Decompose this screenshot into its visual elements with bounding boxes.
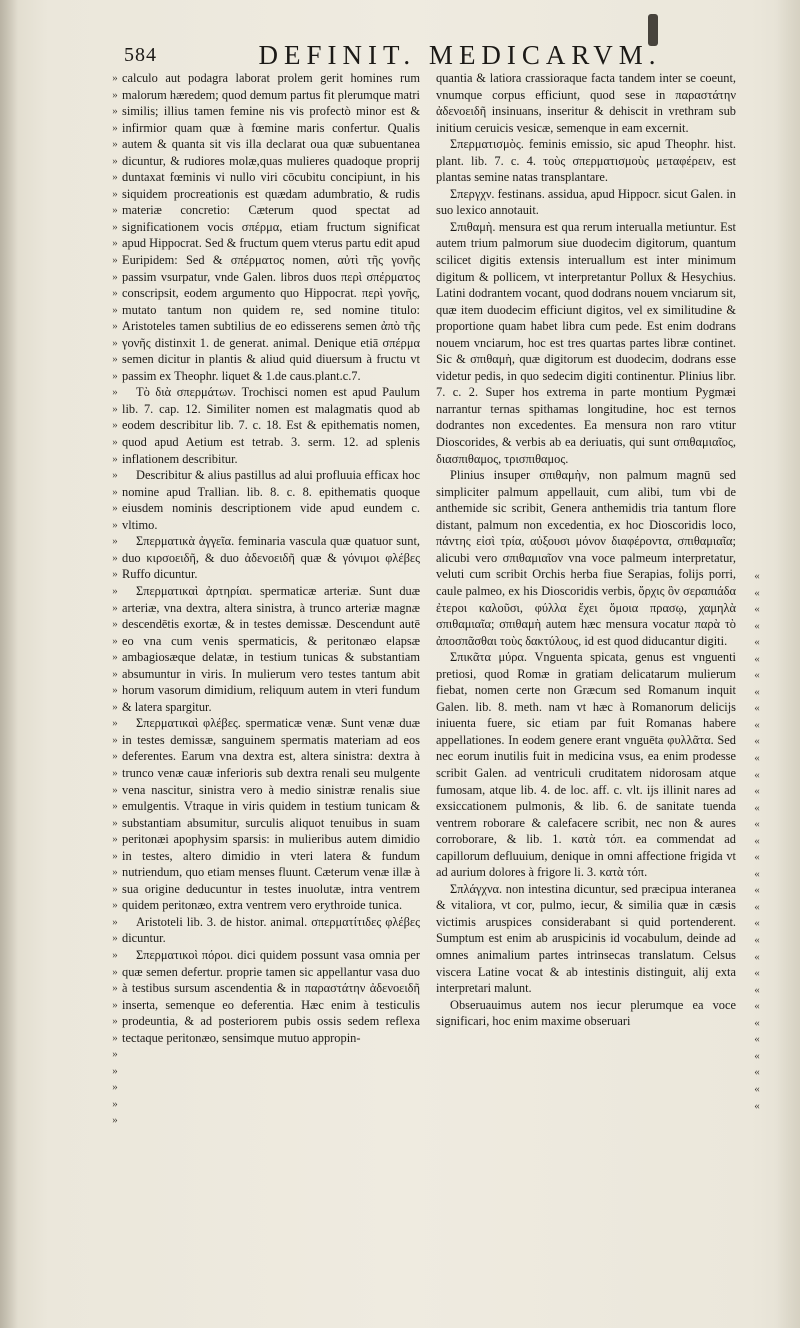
quote-mark: » [112, 584, 118, 597]
quote-mark: » [112, 766, 118, 779]
left-paragraph: Τὸ διὰ σπερμάτων. Trochisci nomen est apud Paulum lib. 7. cap. 12. Similiter nomen est malagmatis quod ab eodem describitur lib. 7. c. 18. Est & epithematis nomen, quod apud Aetium est tetrab. 3. serm. 12. ad splenis inflationem describitur. [122, 385, 420, 466]
right-paragraph: Σπιθαμὴ. mensura est qua rerum interualla metiuntur. Est autem trium palmorum siue duodecim digitorum, quantum scilicet digitis extensis interuallum est inter minimum digitum & pollicem, vt interpretantur Pollux & Hesychius. Latini dodrantem vocant, quod dodrans nouem vnciarum sit, quæ item duodecim efficiunt digitos, vel ex similitudine & proportione quam habet libra cum pede. Est enim dodrans nouem vnciarum, hoc est tres quartas partes libræ continet. Sic & σπιθαμὴ, quæ digitorum est duodecim, dodrans esse videtur pedis, in quo sedecim digiti continentur. Plinius libr. 7. c. 2. Super hos extrema in parte montium Pygmæi narrantur ternas spithamas longitudine, hoc est ternos dodrantes non excedentes. Ea mensura non raro vtitur Dioscorides, & verbis ab ea deriuatis, qui sunt σπιθαμιαῖος, διασπιθαμος, τρισπιθαμος. [436, 219, 736, 466]
quote-mark: » [112, 353, 118, 366]
quote-mark: » [112, 1081, 118, 1094]
left-paragraph: Σπερματικαὶ φλέβες. spermaticæ venæ. Sunt venæ duæ in testes demissæ, sanguinem spermatis materiam ad eos deferentes. Earum vna dextra est, altera sinistra: dextra à trunco venæ cauæ inferioris sub dextra renali seu mulgente vena nascitur, sinistra vero à medio sinistræ renalis siue emulgentis. Vtraque in viris quidem in testium tunicam & substantiam absumitur, surculis aliquot tenuibus in suam peritonæi apophysim sparsis: in mulieribus autem dimidio in testes, altero dimidio in vteri latera & fundum nutriendum, quo etiam menses fluunt. Cæterum venæ illæ à sua origine deducuntur in testes inuolutæ, intra ventrem quidem peritonæo, extra ventrem vero erythroide tunica. [122, 716, 420, 913]
quote-mark: » [112, 568, 118, 581]
quote-mark: » [112, 634, 118, 647]
quote-mark: » [112, 1048, 118, 1061]
quote-mark: « [754, 735, 760, 748]
quote-mark: » [112, 700, 118, 713]
quote-mark: » [112, 783, 118, 796]
quote-mark: » [112, 254, 118, 267]
right-quote-marks [752, 568, 762, 1114]
right-paragraph: Plinius insuper σπιθαμὴν, non palmum magnū sed simpliciter palmum appellauit, cum alibi, tum vbi de anthemide sic scribit, Genera anthemidis tria tantum flore distant, palmum non excedentia, ex hoc Dioscoridis loco, πάντης εἰσὶ τρία, αὐξουσι μόνον διαφέροντα, σπιθαμιαῖα; alicubi vero σπιθαμιαῖον vna voce palmeum interpretatur, veluti cum scribit Orchis herba fiue Serapias, folijs porri, caule palmeo, ex his Dioscoridis verbis, ὄρχις ὃν σεραπιάδα ἐτεροι καλοῦσι, φύλλα ἔχει ὅμοια πρασῳ, χαμηλὰ σπιθαμιαῖα; σπιθαμὴ autem hæc mensura vocatur παρὰ τὸ ἀποσπᾶσθαι τοὺς δακτύλους, id est quod diducantur digiti. [436, 468, 736, 648]
left-paragraph: Σπερματικὰ ἀγγεῖα. feminaria vascula quæ quatuor sunt, duo κιρσοειδῆ, & duo ἀδενοειδῆ quæ & γόνιμοι φλέβες Ruffo dicuntur. [122, 534, 420, 582]
quote-mark: « [754, 570, 760, 582]
quote-mark: » [112, 816, 118, 829]
quote-mark: « [754, 950, 760, 963]
right-column [436, 70, 736, 1030]
quote-mark: » [112, 1031, 118, 1044]
quote-mark: » [112, 618, 118, 631]
quote-mark: » [112, 667, 118, 680]
quote-mark: » [112, 72, 118, 84]
quote-mark: » [112, 684, 118, 697]
quote-mark: » [112, 535, 118, 548]
quote-mark: « [754, 652, 760, 665]
quote-mark: » [112, 551, 118, 564]
quote-mark: « [754, 983, 760, 996]
quote-mark: » [112, 915, 118, 928]
left-paragraph: Σπερματικοὶ πόροι. dici quidem possunt vasa omnia per quæ semen defertur. proprie tamen sic appellantur vasa duo à testibus sursum ascendentia & in παραστάτην ἀδενοειδῆ inserta, semenque eo deferentia. Hæc enim à testiculis prodeuntia, & ad posteriorem pubis ossis sedem reflexa tectaque peritonæo, sensimque mutuo appropin- [122, 947, 420, 1045]
quote-mark: » [112, 436, 118, 449]
quote-mark: « [754, 1000, 760, 1013]
quote-mark: » [112, 965, 118, 978]
quote-mark: « [754, 1049, 760, 1062]
quote-mark: » [112, 320, 118, 333]
left-paragraph: calculo aut podagra laborat prolem gerit homines rum malorum hæredem; quod demum partus fit plerumque matri similis; illius tamen femine nis vis profectò minor est & infirmior quam quæ à fœmine maris confertur. Qualis autem & quanta sit vis illa declarat oua quæ subuentanea dicuntur, & rudiores molæ,quas mulieres quadoque proprij duntaxat fœminis vi nullo viri cōcubitu concipiunt, in his siquidem procreationis est quædam adumbratio, & rudis materiæ concretio: Cæterum quod spectat ad significationem vocis σπέρμα, etiam fructum significat apud Hippocrat. Sed & fructum quem vterus partu edit apud Euripidem: Sed & σπέρματος nomen, αὐτὶ τῆς γονῆς passim vsurpatur, vnde Galen. libros duos περὶ σπέρματος conscripsit, eodem argumento quo Hippocrat. περὶ γονῆς, mutato tantum non quidem re, sed nomine titulo: Aristoteles tamen subtilius de eo edisserens semen ἀπὸ τῆς γονῆς distinxit 1. de generat. animal. Denique etiā σπέρμα semen dicitur in plantis & aliud quid diuersum à fructu vt passim ex Theophr. liquet & 1.de caus.plant.c.7. [122, 71, 420, 383]
quote-mark: « [754, 1099, 760, 1112]
quote-mark: » [112, 171, 118, 184]
left-paragraph: Describitur & alius pastillus ad alui profluuia efficax hoc nomine apud Trallian. lib. 8. c. 8. epithematis quoque eiusdem nominis descriptionem vide apud eundem c. vltimo. [122, 468, 420, 532]
quote-mark: » [112, 287, 118, 300]
quote-mark: » [112, 469, 118, 482]
quote-mark: » [112, 402, 118, 415]
quote-mark: « [754, 669, 760, 682]
quote-mark: » [112, 485, 118, 498]
quote-mark: » [112, 502, 118, 515]
quote-mark: » [112, 750, 118, 763]
quote-mark: « [754, 619, 760, 632]
quote-mark: « [754, 851, 760, 864]
quote-mark: » [112, 601, 118, 614]
quote-mark: « [754, 1066, 760, 1079]
quote-mark: « [754, 867, 760, 880]
quote-mark: » [112, 419, 118, 432]
quote-mark: » [112, 369, 118, 382]
right-paragraph: Σπλάγχνα. non intestina dicuntur, sed præcipua interanea & vitaliora, vt cor, pulmo, iecur, & similia quæ in cæsis victimis aruspices considerabant si quid portenderent. Sumptum est enim ab aruspicinis id vocabulum, deinde ad omnes animalium partes intrinsecas translatum. Celsus viscera Latine vocat & ab intestinis distinguit, alij exta interpretari malunt. [436, 881, 736, 996]
quote-mark: » [112, 452, 118, 465]
quote-mark: « [754, 967, 760, 980]
quote-mark: « [754, 768, 760, 781]
quote-mark: » [112, 138, 118, 151]
quote-mark: » [112, 982, 118, 995]
quote-mark: » [112, 303, 118, 316]
right-paragraph: Σπικᾶτα μύρα. Vnguenta spicata, genus est vnguenti pretiosi, quod Romæ in gratiam delicatarum mulierum fiebat, nomen certe non Græcum sed Romanum inquit Galen. lib. 8. meth. nam vt hæc à Romanorum delicijs iniuenta fuere, sic etiam par fuit Romanas habere appellationes. In eodem genere erant vnguēta φυλλᾶτα. Sed nec eorum inutilis fuit in medicina vsus, ea enim prodesse scribit Galen. ad ventriculi cruditatem nidorosam atque fumosam, atque lib. 4. de loc. aff. c. vlt. ijs illinit nares ad exsiccationem pulmonis, & lib. 6. de sanitate tuenda ventrem roborare & calefacere scribit, nec non & aures corroborare, & lib. 1. κατὰ τόπ. ea commendat ad capillorum defluuium, denique in omni affectione frigida vt ad aurium dolores à frigore li. 3. κατὰ τόπ. [436, 650, 736, 880]
quote-mark: » [112, 882, 118, 895]
page-edge [776, 0, 800, 1328]
quote-mark: » [112, 1114, 118, 1127]
quote-mark: » [112, 651, 118, 664]
quote-mark: « [754, 917, 760, 930]
quote-mark: » [112, 899, 118, 912]
quote-mark: « [754, 1082, 760, 1095]
quote-mark: » [112, 717, 118, 730]
quote-mark: » [112, 1015, 118, 1028]
left-quote-marks [110, 70, 120, 1129]
quote-mark: » [112, 932, 118, 945]
left-paragraph: Aristoteli lib. 3. de histor. animal. σπερματίτιδες φλέβες dicuntur. [122, 914, 420, 946]
quote-mark: « [754, 718, 760, 731]
quote-mark: » [112, 833, 118, 846]
right-paragraph: Σπεργχν. festinans. assidua, apud Hippocr. sicut Galen. in suo lexico annotauit. [436, 186, 736, 218]
left-column [122, 70, 420, 1046]
quote-mark: » [112, 336, 118, 349]
quote-mark: » [112, 866, 118, 879]
quote-mark: « [754, 801, 760, 814]
quote-mark: « [754, 785, 760, 798]
quote-mark: « [754, 900, 760, 913]
quote-mark: » [112, 204, 118, 217]
quote-mark: » [112, 518, 118, 531]
quote-mark: « [754, 934, 760, 947]
quote-mark: « [754, 586, 760, 599]
quote-mark: » [112, 105, 118, 118]
quote-mark: « [754, 603, 760, 616]
quote-mark: « [754, 1033, 760, 1046]
quote-mark: « [754, 1016, 760, 1029]
right-paragraph: Obseruauimus autem nos iecur plerumque ea voce significari, hoc enim maxime obseruari [436, 997, 736, 1029]
right-paragraph: Σπερματισμὸς. feminis emissio, sic apud Theophr. hist. plant. lib. 7. c. 4. τοὺς σπερματισμοὺς μεταφέρειν, est plantas semine natas transplantare. [436, 137, 736, 185]
quote-mark: « [754, 834, 760, 847]
quote-mark: » [112, 800, 118, 813]
right-paragraph: quantia & latiora crassioraque facta tandem inter se coeunt, vnumque corpus efficiunt, quod sese in παραστάτην ἀδενοειδῆ insinuans, inseritur & dehiscit in vrethram sub initium ceruicis vesicæ, semenque in eam excernit. [436, 71, 736, 135]
quote-mark: » [112, 998, 118, 1011]
quote-mark: » [112, 1097, 118, 1110]
quote-mark: » [112, 187, 118, 200]
quote-mark: « [754, 884, 760, 897]
quote-mark: » [112, 948, 118, 961]
quote-mark: » [112, 154, 118, 167]
quote-mark: « [754, 752, 760, 765]
left-paragraph: Σπερματικαὶ ἀρτηρίαι. spermaticæ arteriæ. Sunt duæ arteriæ, vna dextra, altera sinistra, à trunco arteriæ magnæ descendētis exortæ, & in testes demissæ. Descendunt autē eo vna cum venis spermaticis, & peritonæo elapsæ ambagiosæque delatæ, in testium tunicas & substantiam absumuntur in viris. In mulierum vero testes tantum abit horum vasorum dimidium, reliquum autem in vteri fundum & latera spargitur. [122, 583, 420, 714]
quote-mark: » [112, 1064, 118, 1077]
quote-mark: « [754, 818, 760, 831]
quote-mark: « [754, 702, 760, 715]
quote-mark: « [754, 636, 760, 649]
quote-mark: « [754, 685, 760, 698]
page-number: 584 [124, 44, 157, 66]
running-head: DEFINIT. MEDICARVM. [258, 40, 662, 70]
quote-mark: » [112, 270, 118, 283]
quote-mark: » [112, 220, 118, 233]
quote-mark: » [112, 88, 118, 101]
quote-mark: » [112, 849, 118, 862]
quote-mark: » [112, 733, 118, 746]
quote-mark: » [112, 121, 118, 134]
quote-mark: » [112, 386, 118, 399]
spine-shadow [0, 0, 18, 1328]
quote-mark: » [112, 237, 118, 250]
